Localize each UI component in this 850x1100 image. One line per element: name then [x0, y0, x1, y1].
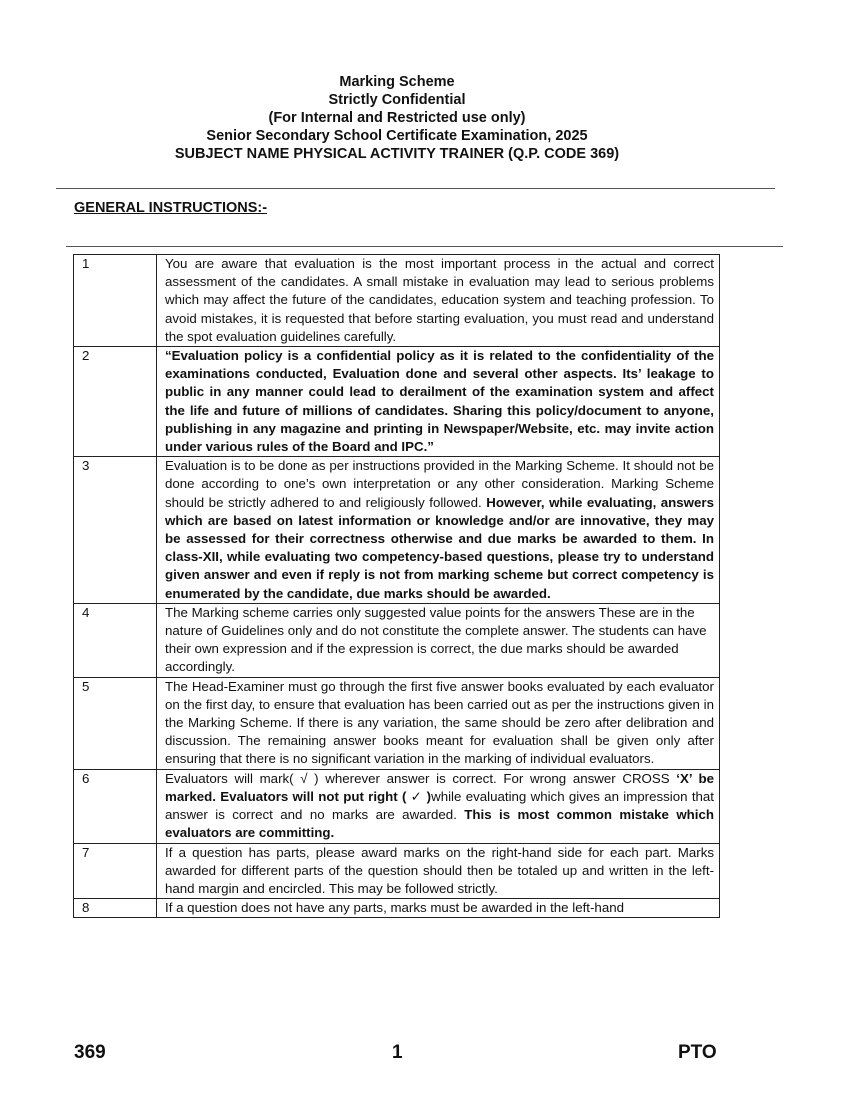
instruction-row — [74, 255, 720, 347]
instruction-number: 1 — [74, 255, 157, 347]
instruction-row — [74, 603, 720, 677]
second-divider — [66, 246, 783, 247]
instruction-row — [74, 457, 720, 604]
footer-code: 369 — [74, 1042, 106, 1063]
instruction-text: “Evaluation policy is a confidential policy as it is related to the confidentiality of the examinations conducted, Evaluation done and several other aspects. Its’ leakage to public in any manner could lead to derailment of the examination system and affect the life and future of millions of candidates. Sharing this policy/document to anyone, publishing in any magazine and printing in Newspaper/Website, etc. may invite action under various rules of the Board and IPC.” — [157, 347, 720, 457]
instruction-row — [74, 677, 720, 769]
header-title: Marking Scheme — [339, 74, 455, 90]
instruction-row — [74, 899, 720, 918]
instruction-text: If a question has parts, please award marks on the right-hand side for each part. Marks awarded for different parts of the question should then be totaled up and written in the left-hand margin and encircled. This may be followed strictly. — [157, 843, 720, 899]
instruction-text: If a question does not have any parts, marks must be awarded in the left-hand — [157, 899, 720, 918]
instruction-text: You are aware that evaluation is the most important process in the actual and correct assessment of the candidates. A small mistake in evaluation may lead to serious problems which may affect the future of the candidates, education system and teaching profession. To avoid mistakes, it is requested that before starting evaluation, you must read and understand the spot evaluation guidelines carefully. — [157, 255, 720, 347]
footer-page-number: 1 — [392, 1042, 403, 1063]
instruction-number: 4 — [74, 603, 157, 677]
header-confidential: Strictly Confidential — [328, 92, 466, 108]
header-subject: SUBJECT NAME PHYSICAL ACTIVITY TRAINER (Q.P. CODE 369) — [174, 146, 620, 162]
instruction-text: The Head-Examiner must go through the first five answer books evaluated by each evaluator on the first day, to ensure that evaluation has been carried out as per the instructions given in the Marking Scheme. If there is any variation, the same should be zero after delibration and discussion. The remaining answer books meant for evaluation shall be given only after ensuring that there is no significant variation in the marking of individual evaluators. — [157, 677, 720, 769]
instruction-number: 3 — [74, 457, 157, 604]
instruction-number: 7 — [74, 843, 157, 899]
footer-pto: PTO — [678, 1042, 717, 1063]
instruction-number: 6 — [74, 769, 157, 843]
header-exam: Senior Secondary School Certificate Examination, 2025 — [206, 128, 588, 144]
instruction-text: Evaluation is to be done as per instructions provided in the Marking Scheme. It should not be done according to one’s own interpretation or any other consideration. Marking Scheme should be strictly adhered to and religiously followed. However, while evaluating, answers which are based on latest information or knowledge and/or are innovative, they may be assessed for their correctness otherwise and due marks be awarded to them. In class-XII, while evaluating two competency-based questions, please try to understand given answer and even if reply is not from marking scheme but correct competency is enumerated by the candidate, due marks should be awarded. — [157, 457, 720, 604]
instruction-text: Evaluators will mark( √ ) wherever answer is correct. For wrong answer CROSS ‘X’ be marked. Evaluators will not put right ( ✓ )while evaluating which gives an impression that answer is correct and no marks are awarded. This is most common mistake which evaluators are committing. — [157, 769, 720, 843]
general-instructions-heading: GENERAL INSTRUCTIONS:- — [74, 200, 268, 216]
document-header — [0, 73, 794, 163]
instruction-text: The Marking scheme carries only suggested value points for the answers These are in the nature of Guidelines only and do not constitute the complete answer. The students can have their own expression and if the expression is correct, the due marks should be awarded accordingly. — [157, 603, 720, 677]
top-divider — [56, 188, 775, 189]
header-restricted: (For Internal and Restricted use only) — [268, 110, 526, 126]
instruction-row — [74, 347, 720, 457]
instructions-table — [73, 254, 720, 918]
instruction-row — [74, 843, 720, 899]
instruction-number: 2 — [74, 347, 157, 457]
instruction-row — [74, 769, 720, 843]
instruction-number: 8 — [74, 899, 157, 918]
instruction-number: 5 — [74, 677, 157, 769]
